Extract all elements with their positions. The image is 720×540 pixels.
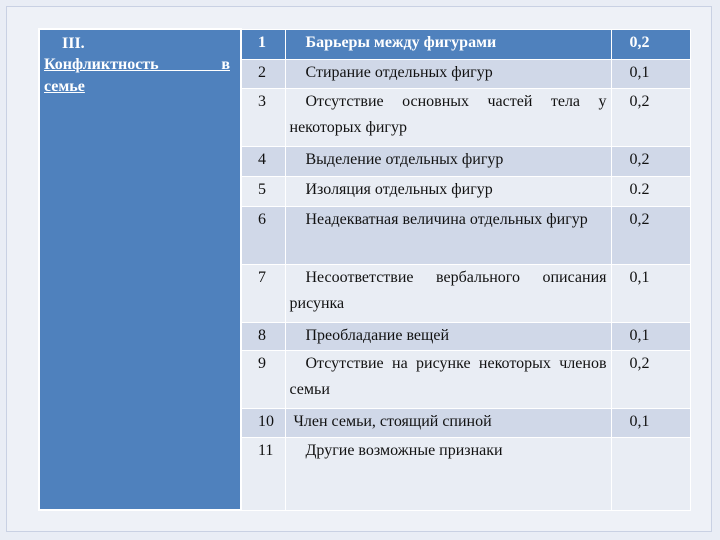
row-value: 0,1: [611, 59, 690, 88]
row-number: 9: [241, 350, 285, 408]
row-text: Неадекватная величина отдельных фигур: [285, 206, 611, 264]
row-number: 4: [241, 146, 285, 176]
row-value: 0,2: [611, 88, 690, 146]
row-number: 7: [241, 264, 285, 322]
row-value: 0,2: [611, 29, 690, 59]
row-number: 6: [241, 206, 285, 264]
row-text: Другие возможные признаки: [285, 437, 611, 510]
criteria-table: [38, 28, 691, 511]
row-number: 8: [241, 322, 285, 350]
row-text: Барьеры между фигурами: [285, 29, 611, 59]
row-value: 0,1: [611, 322, 690, 350]
row-text: Отсутствие на рисунке некоторых членов семьи: [285, 350, 611, 408]
section-title-line2: семье: [44, 78, 85, 95]
row-number: 10: [241, 408, 285, 437]
row-value: [611, 437, 690, 510]
row-value: 0,2: [611, 206, 690, 264]
row-number: 11: [241, 437, 285, 510]
row-number: 2: [241, 59, 285, 88]
row-number: 3: [241, 88, 285, 146]
section-title-line1: Конфликтность в: [44, 56, 230, 73]
row-text: Отсутствие основных частей тела у некоторых фигур: [285, 88, 611, 146]
row-value: 0,2: [611, 350, 690, 408]
row-text: Стирание отдельных фигур: [285, 59, 611, 88]
row-value: 0,2: [611, 146, 690, 176]
row-text: Несоответствие вербального описания рисунка: [285, 264, 611, 322]
row-text: Изоляция отдельных фигур: [285, 176, 611, 206]
section-number: III.: [62, 35, 85, 52]
row-number: 5: [241, 176, 285, 206]
row-value: 0,1: [611, 264, 690, 322]
row-text: Преобладание вещей: [285, 322, 611, 350]
row-number: 1: [241, 29, 285, 59]
section-cell: [39, 29, 241, 510]
row-text: Выделение отдельных фигур: [285, 146, 611, 176]
row-value: 0,1: [611, 408, 690, 437]
row-value: 0.2: [611, 176, 690, 206]
table-row: [39, 29, 690, 59]
row-text: Член семьи, стоящий спиной: [285, 408, 611, 437]
